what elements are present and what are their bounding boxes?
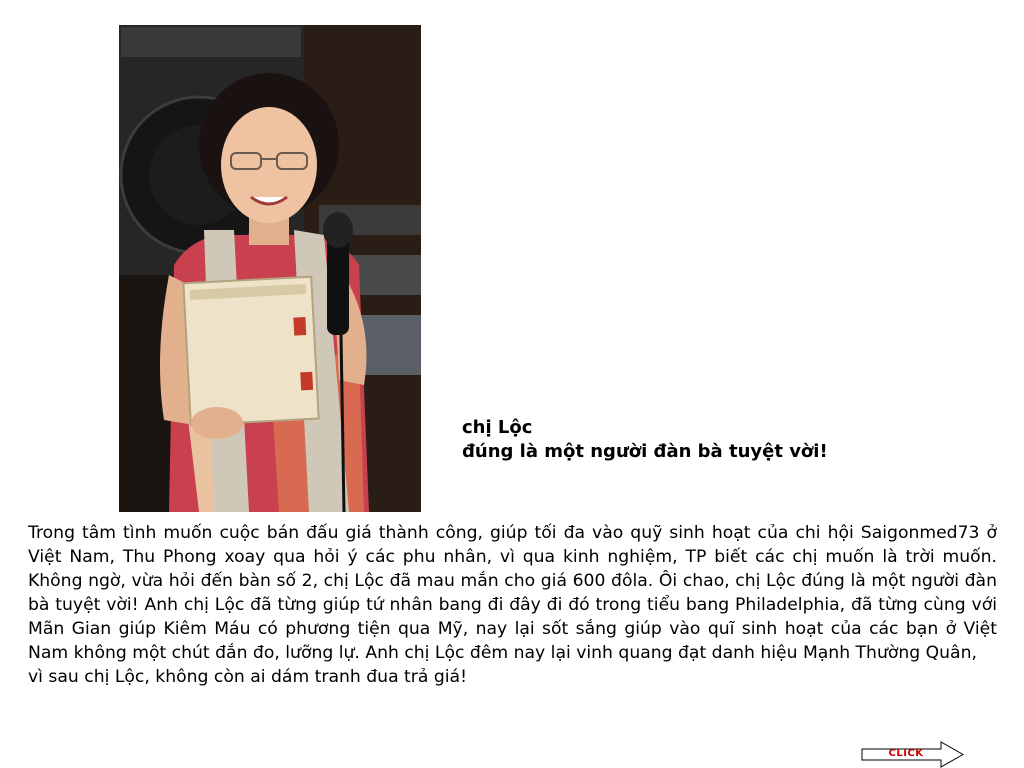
photo-caption: [462, 416, 828, 464]
click-label: CLICK: [888, 748, 924, 759]
body-paragraph-last-line: vì sau chị Lộc, không còn ai dám tranh đua trả giá!: [28, 667, 467, 687]
caption-name: chị Lộc: [462, 417, 533, 438]
click-next-button[interactable]: [861, 741, 965, 768]
body-paragraph: [28, 521, 997, 689]
caption-tagline: đúng là một người đàn bà tuyệt vời!: [462, 441, 828, 462]
photo: [119, 25, 421, 512]
body-paragraph-main: Trong tâm tình muốn cuộc bán đấu giá thành công, giúp tối đa vào quỹ sinh hoạt của chi hội Saigonmed73 ở Việt Nam, Thu Phong xoay qua hỏi ý các phu nhân, vì qua kinh nghiệm, TP biết các chị muốn là trời muốn. Không ngờ, vừa hỏi đến bàn số 2, chị Lộc đã mau mắn cho giá 600 đôla. Ôi chao, chị Lộc đúng là một người đàn bà tuyệt vời! Anh chị Lộc đã từng giúp tứ nhân bang đi đây đi đó trong tiểu bang Philadelphia, đã từng cùng với Mãn Gian giúp Kiêm Máu có phương tiện qua Mỹ, nay lại sốt sắng giúp vào quĩ sinh hoạt của các bạn ở Việt Nam không một chút đắn đo, lưỡng lự. Anh chị Lộc đêm nay lại vinh quang đạt danh hiệu Mạnh Thường Quân,: [28, 523, 997, 663]
